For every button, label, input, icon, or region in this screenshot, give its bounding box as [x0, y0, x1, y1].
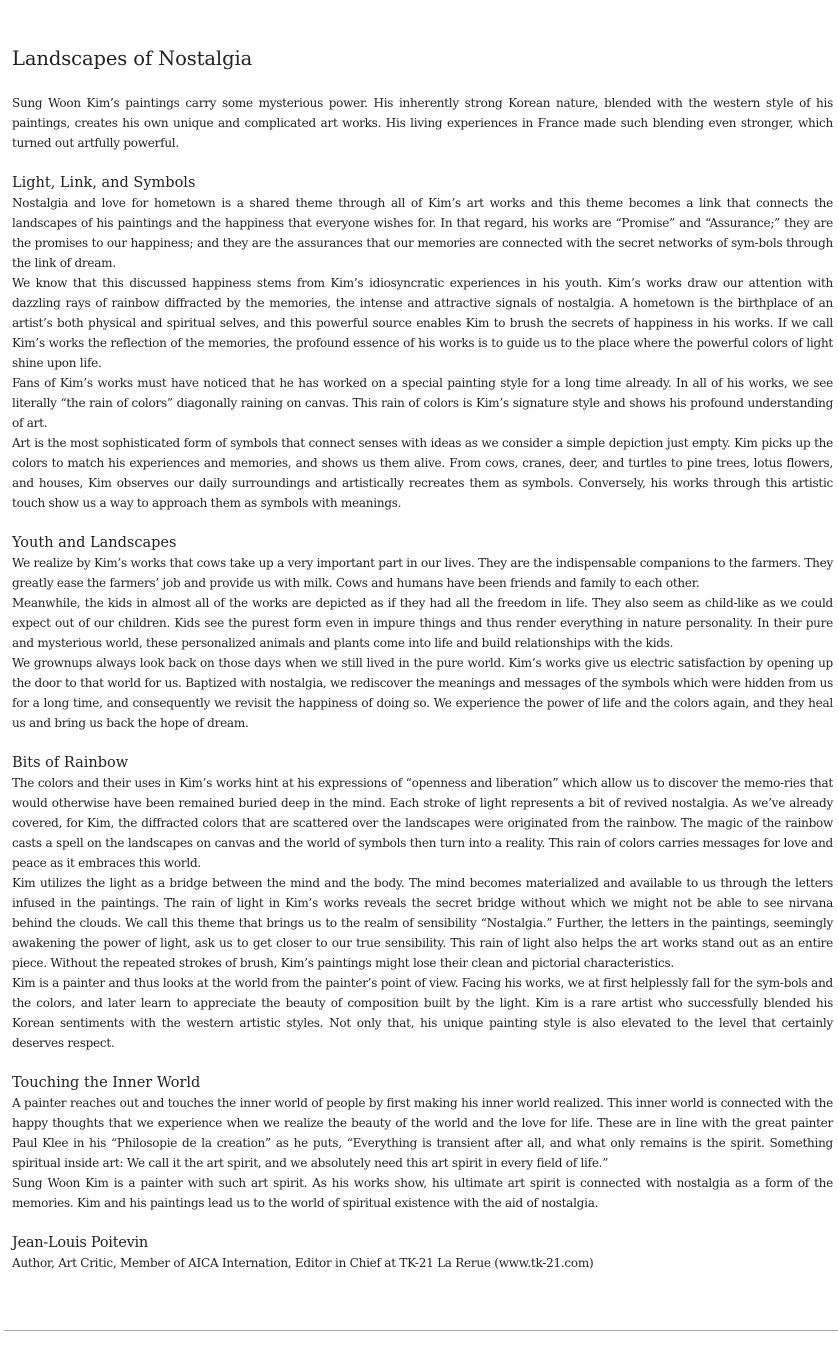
section-heading: Touching the Inner World — [12, 1075, 201, 1091]
paragraph: Sung Woon Kim is a painter with such art spirit. As his works show, his ultimate art spirit is connected with nostalgia as a form of the memories. Kim and his paintings lead us to the world of spiritual existence with the aid of nostalgia. — [12, 1176, 833, 1210]
paragraph: We know that this discussed happiness stems from Kim’s idiosyncratic experiences in his youth. Kim’s works draw our attention with dazzling rays of rainbow diffracted by the memories, the intense and attractive signals of nostalgia. A hometown is the birthplace of an artist’s both physical and spiritual selves, and this powerful source enables Kim to brush the secrets of happiness in his works. If we call Kim’s works the reflection of the memories, the profound essence of his works is to guide us to the place where the powerful colors of light shine upon life. — [12, 276, 833, 370]
section-touching-inner-world — [12, 1073, 833, 1213]
paragraph: Fans of Kim’s works must have noticed that he has worked on a special painting style for a long time already. In all of his works, we see literally “the rain of colors” diagonally raining on canvas. This rain of colors is Kim’s signature style and shows his profound understanding of art. — [12, 376, 833, 430]
intro-paragraph: Sung Woon Kim’s paintings carry some mysterious power. His inherently strong Korean nature, blended with the western style of his paintings, creates his own unique and complicated art works. His living experiences in France made such blending even stronger, which turned out artfully powerful. — [12, 96, 833, 150]
paragraph: A painter reaches out and touches the inner world of people by first making his inner world realized. This inner world is connected with the happy thoughts that we experience when we realize the beauty of the world and the love for life. These are in line with the great painter Paul Klee in his “Philosopie de la creation” as he puts, “Everything is transient after all, and what only remains is the spirit. Something spiritual inside art: We call it the art spirit, and we absolutely need this art spirit in every field of life.” — [12, 1096, 833, 1170]
article-body — [12, 93, 833, 1273]
author-description: Author, Art Critic, Member of AICA Internation, Editor in Chief at TK-21 La Rerue (www.tk-21.com) — [12, 1256, 594, 1270]
author-name: Jean-Louis Poitevin — [12, 1235, 149, 1251]
paragraph: Nostalgia and love for hometown is a shared theme through all of Kim’s art works and this theme becomes a link that connects the landscapes of his paintings and the happiness that everyone wishes for. In that regard, his works are “Promise” and “Assurance;” they are the promises to our happiness; and they are the assurances that our memories are connected with the secret networks of sym-bols through the link of dream. — [12, 196, 833, 270]
section-heading: Youth and Landscapes — [12, 535, 177, 551]
paragraph: We realize by Kim’s works that cows take up a very important part in our lives. They are the indispensable companions to the farmers. They greatly ease the farmers’ job and provide us with milk. Cows and humans have been friends and family to each other. — [12, 556, 833, 590]
paragraph: Meanwhile, the kids in almost all of the works are depicted as if they had all the freedom in life. They also seem as child-like as we could expect out of our children. Kids see the purest form even in impure things and thus render everything in nature personality. In their pure and mysterious world, these personalized animals and plants come into life and build relationships with the kids. — [12, 596, 833, 650]
author-block — [12, 1233, 833, 1273]
paragraph: The colors and their uses in Kim’s works hint at his expressions of “openness and liberation” which allow us to discover the memo-ries that would otherwise have been remained buried deep in the mind. Each stroke of light represents a bit of revived nostalgia. As we’ve already covered, for Kim, the diffracted colors that are scattered over the landscapes were originated from the rainbow. The magic of the rainbow casts a spell on the landscapes on canvas and the world of symbols then turn into a reality. This rain of colors carries messages for love and peace as it embraces this world. — [12, 776, 833, 870]
footer-divider — [4, 1330, 838, 1331]
section-heading: Light, Link, and Symbols — [12, 175, 196, 191]
section-light-link-symbols — [12, 173, 833, 513]
paragraph: We grownups always look back on those days when we still lived in the pure world. Kim’s works give us electric satisfaction by opening up the door to that world for us. Baptized with nostalgia, we rediscover the meanings and messages of the symbols which were hidden from us for a long time, and consequently we revisit the happiness of doing so. We experience the power of life and the colors again, and they heal us and bring us back the hope of dream. — [12, 656, 833, 730]
section-youth-landscapes — [12, 533, 833, 733]
section-bits-of-rainbow — [12, 753, 833, 1053]
section-heading: Bits of Rainbow — [12, 755, 129, 771]
paragraph: Art is the most sophisticated form of symbols that connect senses with ideas as we consider a simple depiction just empty. Kim picks up the colors to match his experiences and memories, and shows us them alive. From cows, cranes, deer, and turtles to pine trees, lotus flowers, and houses, Kim observes our daily surroundings and artistically recreates them as symbols. Conversely, his works through this artistic touch show us a way to approach them as symbols with meanings. — [12, 436, 833, 510]
page-title: Landscapes of Nostalgia — [12, 47, 253, 70]
paragraph: Kim is a painter and thus looks at the world from the painter’s point of view. Facing his works, we at first helplessly fall for the sym-bols and the colors, and later learn to appreciate the beauty of composition built by the light. Kim is a rare artist who successfully blended his Korean sentiments with the western artistic styles. Not only that, his unique painting style is also elevated to the level that certainly deserves respect. — [12, 976, 833, 1050]
paragraph: Kim utilizes the light as a bridge between the mind and the body. The mind becomes materialized and available to us through the letters infused in the paintings. The rain of light in Kim’s works reveals the secret bridge without which we might not be able to see nirvana behind the clouds. We call this theme that brings us to the realm of sensibility “Nostalgia.” Further, the letters in the paintings, seemingly awakening the power of light, ask us to get closer to our true sensibility. This rain of light also helps the art works stand out as an entire piece. Without the repeated strokes of brush, Kim’s paintings might lose their clean and pictorial characteristics. — [12, 876, 833, 970]
